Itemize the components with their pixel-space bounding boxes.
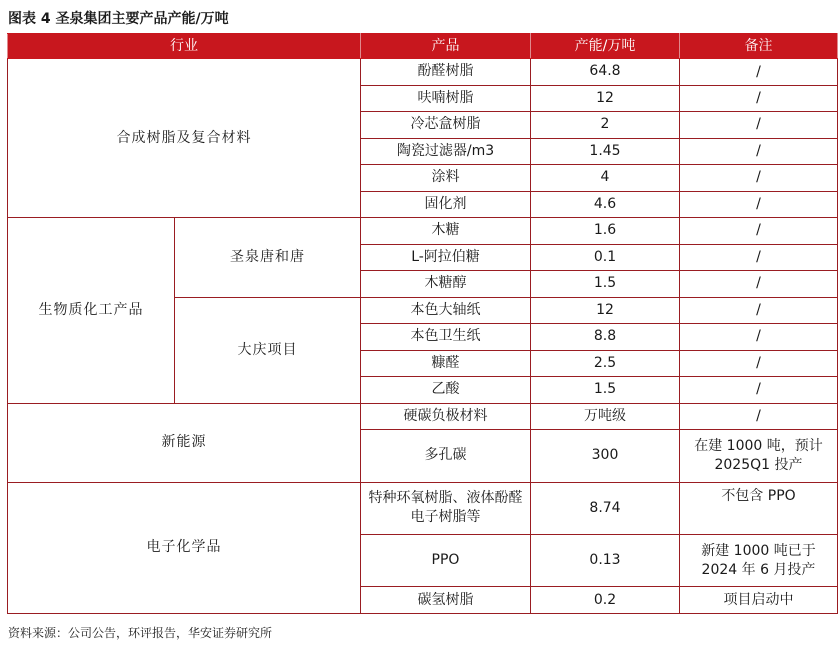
note-cell: / <box>680 377 838 404</box>
product-cell: 木糖醇 <box>361 271 531 298</box>
note-cell: 不包含 PPO <box>680 482 838 534</box>
product-cell: 木糖 <box>361 218 531 245</box>
group-bio: 生物质化工产品 <box>8 218 175 404</box>
product-cell: 碳氢树脂 <box>361 587 531 614</box>
product-cell: 呋喃树脂 <box>361 85 531 112</box>
table-row <box>8 403 838 430</box>
capacity-cell: 12 <box>531 85 680 112</box>
product-cell: 冷芯盒树脂 <box>361 112 531 139</box>
note-cell: / <box>680 138 838 165</box>
note-cell: 在建 1000 吨，预计 2025Q1 投产 <box>680 430 838 482</box>
product-cell: 特种环氧树脂、液体酚醛电子树脂等 <box>361 482 531 534</box>
table-row <box>8 59 838 86</box>
product-cell: 本色大轴纸 <box>361 297 531 324</box>
capacity-cell: 1.45 <box>531 138 680 165</box>
capacity-cell: 0.2 <box>531 587 680 614</box>
product-cell: L-阿拉伯糖 <box>361 244 531 271</box>
note-cell: / <box>680 85 838 112</box>
product-cell: 硬碳负极材料 <box>361 403 531 430</box>
product-cell: 糠醛 <box>361 350 531 377</box>
capacity-cell: 300 <box>531 430 680 482</box>
note-cell: 新建 1000 吨已于 2024 年 6 月投产 <box>680 535 838 587</box>
product-cell: 本色卫生纸 <box>361 324 531 351</box>
note-cell: / <box>680 165 838 192</box>
capacity-cell: 1.5 <box>531 271 680 298</box>
note-cell: / <box>680 244 838 271</box>
capacity-cell: 0.13 <box>531 535 680 587</box>
note-cell: / <box>680 112 838 139</box>
header-note: 备注 <box>680 34 838 59</box>
group-resin: 合成树脂及复合材料 <box>8 59 361 218</box>
subgroup-daqing: 大庆项目 <box>175 297 361 403</box>
capacity-cell: 8.8 <box>531 324 680 351</box>
table-header-row <box>8 34 838 59</box>
product-cell: 乙酸 <box>361 377 531 404</box>
capacity-cell: 1.6 <box>531 218 680 245</box>
header-capacity: 产能/万吨 <box>531 34 680 59</box>
product-cell: 固化剂 <box>361 191 531 218</box>
capacity-table <box>7 33 838 614</box>
note-cell: / <box>680 218 838 245</box>
note-cell: 项目启动中 <box>680 587 838 614</box>
capacity-cell: 64.8 <box>531 59 680 86</box>
capacity-cell: 4.6 <box>531 191 680 218</box>
header-industry: 行业 <box>8 34 361 59</box>
note-cell: / <box>680 297 838 324</box>
product-cell: 陶瓷过滤器/m3 <box>361 138 531 165</box>
table-title: 图表 4 圣泉集团主要产品产能/万吨 <box>8 11 229 27</box>
group-energy: 新能源 <box>8 403 361 482</box>
capacity-cell: 12 <box>531 297 680 324</box>
subgroup-tang: 圣泉唐和唐 <box>175 218 361 298</box>
product-cell: 酚醛树脂 <box>361 59 531 86</box>
capacity-cell: 0.1 <box>531 244 680 271</box>
product-cell: PPO <box>361 535 531 587</box>
capacity-cell: 2.5 <box>531 350 680 377</box>
note-cell: / <box>680 403 838 430</box>
capacity-cell: 1.5 <box>531 377 680 404</box>
table-row <box>8 218 838 245</box>
table-row <box>8 482 838 534</box>
product-cell: 多孔碳 <box>361 430 531 482</box>
note-cell: / <box>680 324 838 351</box>
capacity-cell: 2 <box>531 112 680 139</box>
product-cell: 涂料 <box>361 165 531 192</box>
note-cell: / <box>680 350 838 377</box>
capacity-cell: 万吨级 <box>531 403 680 430</box>
source-note: 资料来源：公司公告，环评报告，华安证券研究所 <box>8 626 273 640</box>
capacity-cell: 4 <box>531 165 680 192</box>
note-cell: / <box>680 191 838 218</box>
note-cell: / <box>680 271 838 298</box>
header-product: 产品 <box>361 34 531 59</box>
note-cell: / <box>680 59 838 86</box>
capacity-cell: 8.74 <box>531 482 680 534</box>
group-chem: 电子化学品 <box>8 482 361 613</box>
